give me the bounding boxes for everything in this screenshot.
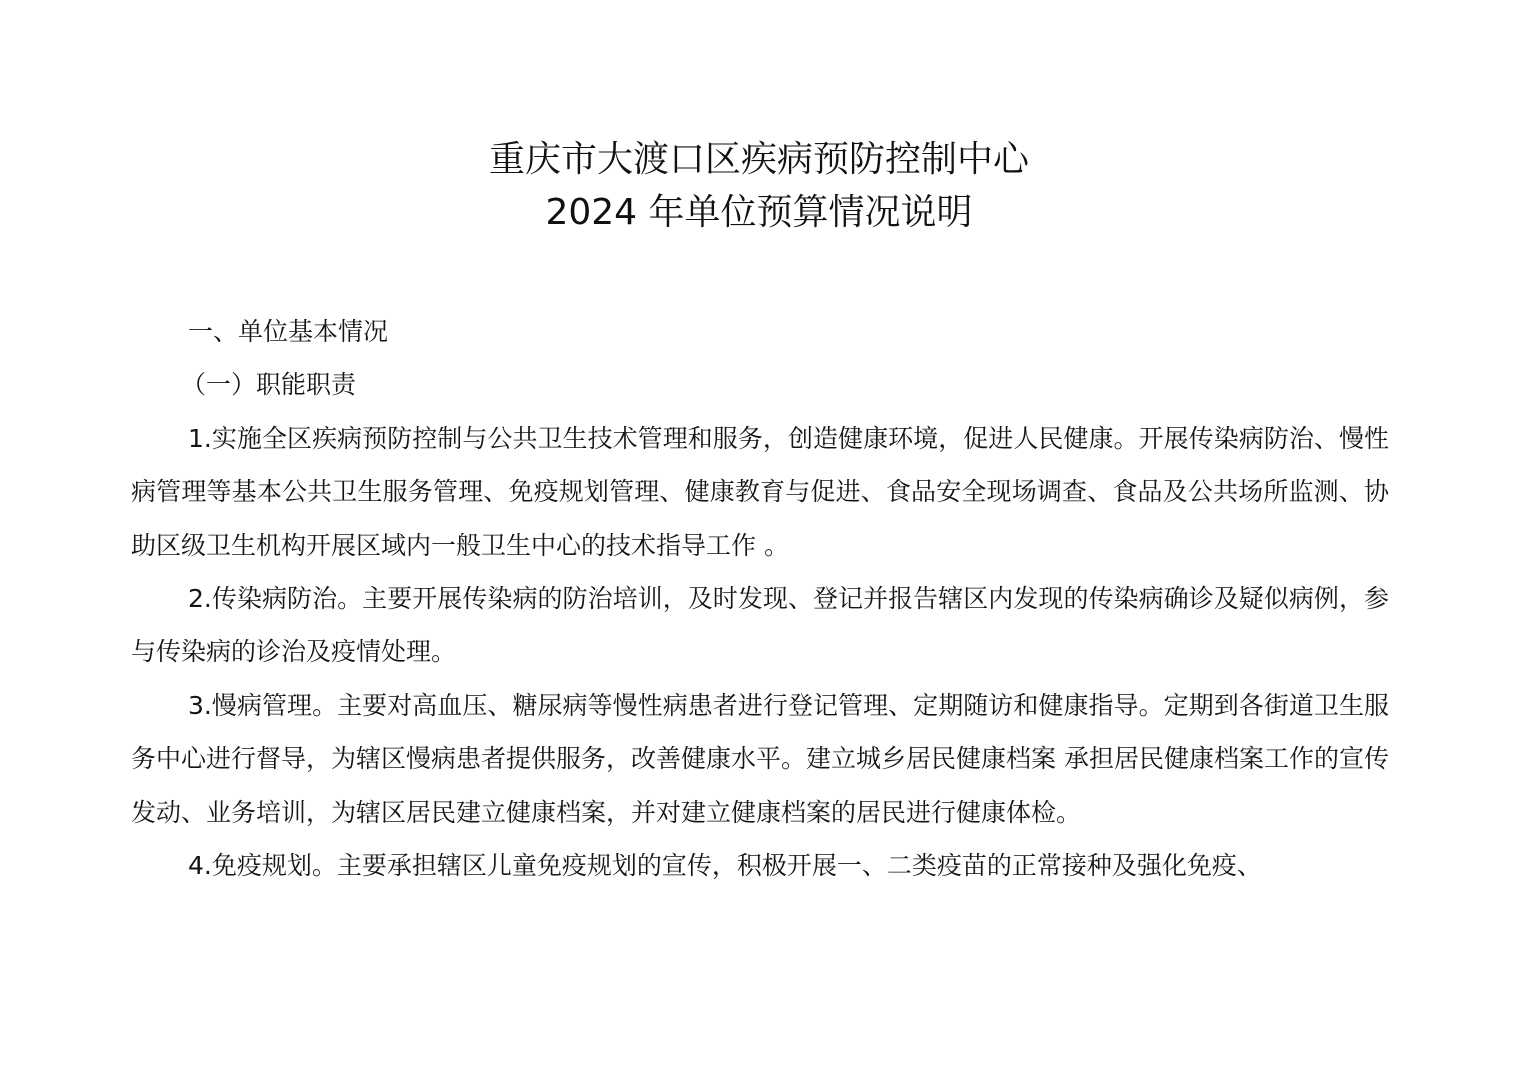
document-title-line-2: 2024 年单位预算情况说明	[545, 192, 973, 233]
document-body	[131, 305, 1389, 892]
paragraph-3: 3.慢病管理。主要对高血压、糖尿病等慢性病患者进行登记管理、定期随访和健康指导。定期到各街道卫生服务中心进行督导，为辖区慢病患者提供服务，改善健康水平。建立城乡居民健康档案 承担居民健康档案工作的宣传发动、业务培训，为辖区居民建立健康档案，并对建立健康档案的居民进行健康体检。	[131, 690, 1389, 827]
subsection-heading: （一）职能职责	[181, 370, 357, 400]
paragraph-2: 2.传染病防治。主要开展传染病的防治培训，及时发现、登记并报告辖区内发现的传染病确诊及疑似病例，参与传染病的诊治及疫情处理。	[131, 584, 1389, 667]
document-title-line-1: 重庆市大渡口区疾病预防控制中心	[488, 139, 1029, 180]
section-heading: 一、单位基本情况	[188, 317, 389, 346]
paragraph-1: 1.实施全区疾病预防控制与公共卫生技术管理和服务，创造健康环境，促进人民健康。开展传染病防治、慢性病管理等基本公共卫生服务管理、免疫规划管理、健康教育与促进、食品安全现场调查、食品及公共场所监测、协助区级卫生机构开展区域内一般卫生中心的技术指导工作 。	[131, 423, 1389, 560]
paragraph-4: 4.免疫规划。主要承担辖区儿童免疫规划的宣传，积极开展一、二类疫苗的正常接种及强化免疫、	[188, 851, 1262, 881]
